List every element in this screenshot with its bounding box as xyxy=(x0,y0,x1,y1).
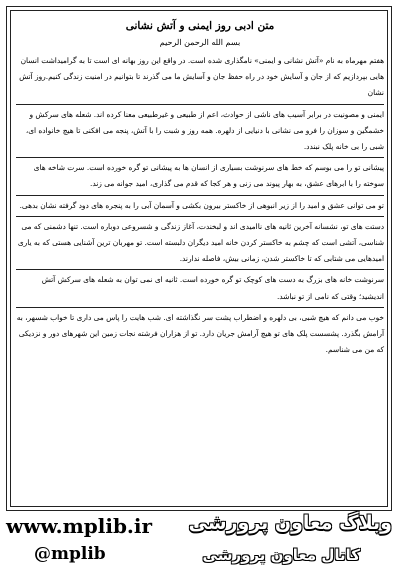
divider xyxy=(16,307,384,308)
paragraph: تو می توانی عشق و امید را از زیر انبوهی از خاکستر بیرون بکشی و آسمان آبی را به پنجره های دود گرفته نشان بدهی. xyxy=(19,200,384,210)
paragraph: هفتم مهرماه به نام «آتش نشانی و ایمنی» نامگذاری شده است. در واقع این روز بهانه ای است تا به گرامیداشت انسان هایی بپردازیم که از جان و آسایش خود در راه حفظ جان و آسایش ما می گذرند تا بتوانیم در امنیت زندگی کنیم.روز آتش نشان xyxy=(19,56,384,98)
bismillah: بسم الله الرحمن الرحیم xyxy=(159,38,241,47)
channel-handle[interactable]: @mplib xyxy=(34,544,106,564)
paragraph: دستت های تو، نشسانه آخرین ثانیه های ناامیدی اند و لبخندت، آغاز زندگی و شسروعی دوباره است. تنها دشمنی که می شناسی، آتشی است که چشم به خاکستر کردن خانه امید دیگران دلبسته است. تو مهربان ترین آشنایی هستی که به یاری امیدهایی می شتابی که تا خاکستر شدن، زمانی بیش، فاصله ندارند. xyxy=(17,221,384,264)
watermark-footer xyxy=(0,512,400,565)
divider xyxy=(16,104,384,105)
divider xyxy=(16,269,384,270)
paragraph: سرنوشت خانه های بزرگ به دست های کوچک تو گره خورده است. ثانیه ای نمی توان به شعله های سرکش آتش اندیشید؛ وقتی که نامی از تو نباشد. xyxy=(41,275,384,301)
paragraph: ایمنی و مصونیت در برابر آسیب های ناشی از حوادث، اعم از طبیعی و غیرطبیعی معنا کرده اند. شعله های سرکش و خشمگین و سوزان را فرو می نشانی با دنیایی از دلهره. همه روز و شبت را با آتش، پنجه می افکنی تا هیچ خانواده ای، شبی را بی خانه پلک نبندد. xyxy=(25,109,384,152)
blog-name: وبلاگ معاون پرورشی xyxy=(188,512,392,534)
paragraph: پیشانی تو را می بوسم که خط های سرنوشت بسیاری از انسان ها به پیشانی تو گره خورده است. سرت شاخه های سوخته را با ابرهای عشق، به بهار پیوند می زنی و هر کجا که قدم می گذاری، امید جوانه می زند. xyxy=(33,163,384,189)
divider xyxy=(16,157,384,158)
divider xyxy=(16,216,384,217)
document-title: متن ادبی روز ایمنی و آتش نشانی xyxy=(125,20,275,32)
divider xyxy=(16,195,384,196)
site-url[interactable]: www.mplib.ir xyxy=(6,514,153,538)
paragraph: خوب می دانم که هیچ شبی، بی دلهره و اضطراب پشت سر نگذاشته ای. شب هایت را پاس می داری تا خواب شسهر، به آرامش بگذرد. پشسست پلک های تو هیچ آرامش جریان دارد. تو از هزاران فرشته نجات زمین این شهرهای دور و نزدیکی که من می شناسم. xyxy=(16,312,384,355)
document-body xyxy=(16,20,384,358)
channel-name: کانال معاون پرورشی xyxy=(202,546,360,564)
